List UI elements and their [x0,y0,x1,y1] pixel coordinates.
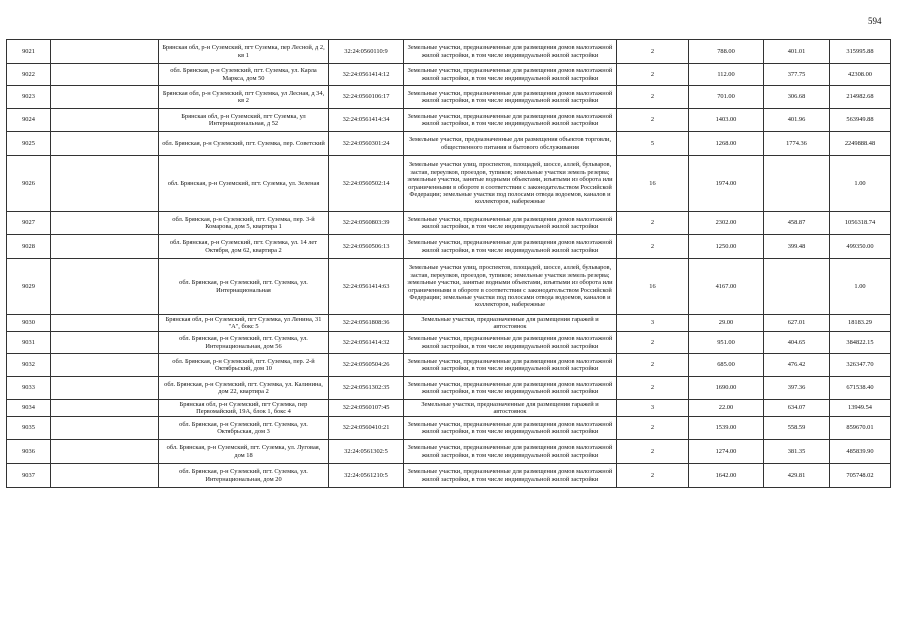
cadastral-value-cell: 1.00 [830,156,891,212]
address-cell: обл. Брянская, р-н Суземский, пгт. Суземка, ул. Октябрьская, дом 3 [159,417,329,440]
use-group-code: 2 [617,332,689,354]
unit-value-cell: 306.68 [764,86,830,109]
blank-cell [51,417,159,440]
land-use-type: Земельные участки, предназначенные для размещения домов малоэтажной жилой застройки, в том числе индивидуальной жилой застройки [404,109,617,132]
address-cell: обл. Брянская, р-н Суземский, пгт. Суземка, ул. 14 лет Октября, дом 62, квартира 2 [159,235,329,259]
blank-cell [51,332,159,354]
use-group-code: 2 [617,212,689,235]
area-cell: 1268.00 [689,132,764,156]
cadastral-number: 32:24:0560301:24 [329,132,404,156]
table-row [7,354,891,377]
blank-cell [51,132,159,156]
area-cell: 788.00 [689,40,764,64]
blank-cell [51,400,159,417]
use-group-code: 5 [617,132,689,156]
area-cell: 22.00 [689,400,764,417]
area-cell: 685.00 [689,354,764,377]
land-use-type: Земельные участки, предназначенные для размещения гаражей и автостоянок [404,400,617,417]
address-cell: обл. Брянская, р-н Суземский, пгт. Суземка, пер. Советский [159,132,329,156]
address-cell: обл. Брянская, р-н Суземский, пгт. Суземка, ул. Калинина, дом 22, квартира 2 [159,377,329,400]
use-group-code: 16 [617,259,689,315]
cadastral-number: 32:24:0560502:14 [329,156,404,212]
unit-value-cell: 401.96 [764,109,830,132]
cadastral-number: 32:24:0561414:12 [329,64,404,86]
row-number: 9030 [7,315,51,332]
land-use-type: Земельные участки, предназначенные для размещения домов малоэтажной жилой застройки, в том числе индивидуальной жилой застройки [404,464,617,488]
area-cell: 112.00 [689,64,764,86]
cadastral-value-cell: 705748.02 [830,464,891,488]
address-cell: Брянская обл, р-н Суземский, пгт Суземка, ул Интернациональная, д 52 [159,109,329,132]
table-row [7,212,891,235]
cadastral-value-cell: 315995.88 [830,40,891,64]
cadastral-value-cell: 671538.40 [830,377,891,400]
cadastral-value-cell: 1.00 [830,259,891,315]
blank-cell [51,156,159,212]
blank-cell [51,315,159,332]
unit-value-cell [764,259,830,315]
blank-cell [51,464,159,488]
land-use-type: Земельные участки, предназначенные для размещения гаражей и автостоянок [404,315,617,332]
use-group-code: 2 [617,354,689,377]
unit-value-cell: 377.75 [764,64,830,86]
land-use-type: Земельные участки, предназначенные для размещения домов малоэтажной жилой застройки, в том числе индивидуальной жилой застройки [404,332,617,354]
land-use-type: Земельные участки улиц, проспектов, площадей, шоссе, аллей, бульваров, застав, переулков, проездов, тупиков; земельные участки земель резерва; земельные участки, занятые водными объектами, изъятыми из оборота или ограниченными в обороте в соответствии с законодательством Российской Федерации; земельные участки под полосами отвода водоемов, каналов и коллекторов, набережные [404,156,617,212]
land-use-type: Земельные участки, предназначенные для размещения домов малоэтажной жилой застройки, в том числе индивидуальной жилой застройки [404,212,617,235]
unit-value-cell [764,156,830,212]
land-use-type: Земельные участки, предназначенные для размещения домов малоэтажной жилой застройки, в том числе индивидуальной жилой застройки [404,440,617,464]
cadastral-number: 32:24:0560107:45 [329,400,404,417]
address-cell: обл. Брянская, р-н Суземский, пгт. Суземка, пер. 2-й Октябрьский, дом 10 [159,354,329,377]
cadastral-number: 32:24:0561414:32 [329,332,404,354]
row-number: 9031 [7,332,51,354]
unit-value-cell: 401.01 [764,40,830,64]
area-cell: 4167.00 [689,259,764,315]
cadastral-number: 32:24:0561808:36 [329,315,404,332]
address-cell: обл. Брянская, р-н Суземский, пгт. Суземка, ул. Интернациональная, дом 56 [159,332,329,354]
row-number: 9032 [7,354,51,377]
cadastral-number: 32:24:0561210:5 [329,464,404,488]
address-cell: Брянская обл, р-н Суземский, пгт Суземка, ул Лесная, д 34, кв 2 [159,86,329,109]
unit-value-cell: 429.81 [764,464,830,488]
row-number: 9028 [7,235,51,259]
cadastral-number: 32:24:0561302:5 [329,440,404,464]
table-row [7,156,891,212]
cadastral-value-cell: 384822.15 [830,332,891,354]
unit-value-cell: 458.87 [764,212,830,235]
address-cell: обл. Брянская, р-н Суземский, пгт. Суземка, пер. 3-й Комарова, дом 5, квартира 1 [159,212,329,235]
cadastral-number: 32:24:0560106:17 [329,86,404,109]
use-group-code: 3 [617,315,689,332]
row-number: 9027 [7,212,51,235]
table-row [7,86,891,109]
blank-cell [51,235,159,259]
cadastral-number: 32:24:0560110:9 [329,40,404,64]
table-row [7,440,891,464]
unit-value-cell: 397.36 [764,377,830,400]
cadastral-number: 32:24:0561414:63 [329,259,404,315]
cadastral-number: 32:24:0560506:13 [329,235,404,259]
table-row [7,132,891,156]
cadastral-value-cell: 214982.68 [830,86,891,109]
cadastral-number: 32:24:0561302:35 [329,377,404,400]
use-group-code: 2 [617,40,689,64]
cadastral-value-cell: 18183.29 [830,315,891,332]
blank-cell [51,354,159,377]
land-register-table [6,39,891,488]
row-number: 9036 [7,440,51,464]
blank-cell [51,212,159,235]
address-cell: Брянская обл, р-н Суземский, пгт Суземка, пер Лесной, д 2, кв 1 [159,40,329,64]
table-row [7,332,891,354]
area-cell: 1539.00 [689,417,764,440]
table-row [7,259,891,315]
use-group-code: 2 [617,464,689,488]
table-row [7,417,891,440]
table-row [7,315,891,332]
use-group-code: 2 [617,64,689,86]
row-number: 9035 [7,417,51,440]
cadastral-value-cell: 563949.88 [830,109,891,132]
use-group-code: 2 [617,440,689,464]
table-row [7,464,891,488]
unit-value-cell: 399.48 [764,235,830,259]
area-cell: 1274.00 [689,440,764,464]
blank-cell [51,440,159,464]
land-use-type: Земельные участки, предназначенные для размещения домов малоэтажной жилой застройки, в том числе индивидуальной жилой застройки [404,417,617,440]
unit-value-cell: 634.07 [764,400,830,417]
use-group-code: 2 [617,86,689,109]
address-cell: Брянская обл, р-н Суземский, пгт Суземка, пер Первомайский, 19А, блок 1, бокс 4 [159,400,329,417]
unit-value-cell: 476.42 [764,354,830,377]
page-number: 594 [868,16,882,26]
area-cell: 2302.00 [689,212,764,235]
cadastral-value-cell: 326347.70 [830,354,891,377]
table-row [7,235,891,259]
cadastral-value-cell: 859670.01 [830,417,891,440]
area-cell: 1974.00 [689,156,764,212]
address-cell: обл. Брянская, р-н Суземский, пгт. Суземка, ул. Карла Маркса, дом 50 [159,64,329,86]
blank-cell [51,64,159,86]
cadastral-number: 32:24:0560504:26 [329,354,404,377]
land-use-type: Земельные участки, предназначенные для размещения домов малоэтажной жилой застройки, в том числе индивидуальной жилой застройки [404,377,617,400]
area-cell: 1403.00 [689,109,764,132]
address-cell: обл. Брянская, р-н Суземский, пгт. Суземка, ул. Зеленая [159,156,329,212]
land-use-type: Земельные участки, предназначенные для размещения домов малоэтажной жилой застройки, в том числе индивидуальной жилой застройки [404,64,617,86]
address-cell: обл. Брянская, р-н Суземский, пгт. Суземка, ул. Интернациональная [159,259,329,315]
cadastral-value-cell: 499350.00 [830,235,891,259]
blank-cell [51,259,159,315]
table-row [7,40,891,64]
cadastral-value-cell: 13949.54 [830,400,891,417]
cadastral-number: 32:24:0560410:21 [329,417,404,440]
address-cell: обл. Брянская, р-н Суземский, пгт. Суземка, ул. Луговая, дом 18 [159,440,329,464]
unit-value-cell: 381.35 [764,440,830,464]
cadastral-value-cell: 485839.90 [830,440,891,464]
address-cell: Брянская обл, р-н Суземский, пгт Суземка, ул Ленина, 31 "А", бокс 5 [159,315,329,332]
land-use-type: Земельные участки, предназначенные для размещения объектов торговли, общественного питания и бытового обслуживания [404,132,617,156]
land-use-type: Земельные участки, предназначенные для размещения домов малоэтажной жилой застройки, в том числе индивидуальной жилой застройки [404,86,617,109]
cadastral-value-cell: 1056318.74 [830,212,891,235]
land-use-type: Земельные участки, предназначенные для размещения домов малоэтажной жилой застройки, в том числе индивидуальной жилой застройки [404,354,617,377]
table-row [7,64,891,86]
blank-cell [51,86,159,109]
area-cell: 701.00 [689,86,764,109]
land-use-type: Земельные участки улиц, проспектов, площадей, шоссе, аллей, бульваров, застав, переулков, проездов, тупиков; земельные участки земель резерва; земельные участки, занятые водными объектами, изъятыми из оборота или ограниченными в обороте в соответствии с законодательством Российской Федерации; земельные участки под полосами отвода водоемов, каналов и коллекторов, набережные [404,259,617,315]
blank-cell [51,377,159,400]
row-number: 9022 [7,64,51,86]
cadastral-value-cell: 2249888.48 [830,132,891,156]
unit-value-cell: 1774.36 [764,132,830,156]
table-row [7,109,891,132]
use-group-code: 2 [617,235,689,259]
unit-value-cell: 404.65 [764,332,830,354]
row-number: 9025 [7,132,51,156]
address-cell: обл. Брянская, р-н Суземский, пгт. Суземка, ул. Интернациональная, дом 20 [159,464,329,488]
row-number: 9033 [7,377,51,400]
cadastral-value-cell: 42308.00 [830,64,891,86]
area-cell: 1642.00 [689,464,764,488]
table-row [7,377,891,400]
cadastral-number: 32:24:0560803:39 [329,212,404,235]
land-use-type: Земельные участки, предназначенные для размещения домов малоэтажной жилой застройки, в том числе индивидуальной жилой застройки [404,40,617,64]
unit-value-cell: 558.59 [764,417,830,440]
table-row [7,400,891,417]
area-cell: 1250.00 [689,235,764,259]
area-cell: 1690.00 [689,377,764,400]
use-group-code: 16 [617,156,689,212]
use-group-code: 2 [617,377,689,400]
blank-cell [51,109,159,132]
unit-value-cell: 627.01 [764,315,830,332]
use-group-code: 3 [617,400,689,417]
row-number: 9024 [7,109,51,132]
row-number: 9034 [7,400,51,417]
land-use-type: Земельные участки, предназначенные для размещения домов малоэтажной жилой застройки, в том числе индивидуальной жилой застройки [404,235,617,259]
row-number: 9037 [7,464,51,488]
use-group-code: 2 [617,109,689,132]
use-group-code: 2 [617,417,689,440]
row-number: 9023 [7,86,51,109]
area-cell: 951.00 [689,332,764,354]
area-cell: 29.00 [689,315,764,332]
row-number: 9021 [7,40,51,64]
row-number: 9026 [7,156,51,212]
blank-cell [51,40,159,64]
cadastral-number: 32:24:0561414:34 [329,109,404,132]
row-number: 9029 [7,259,51,315]
